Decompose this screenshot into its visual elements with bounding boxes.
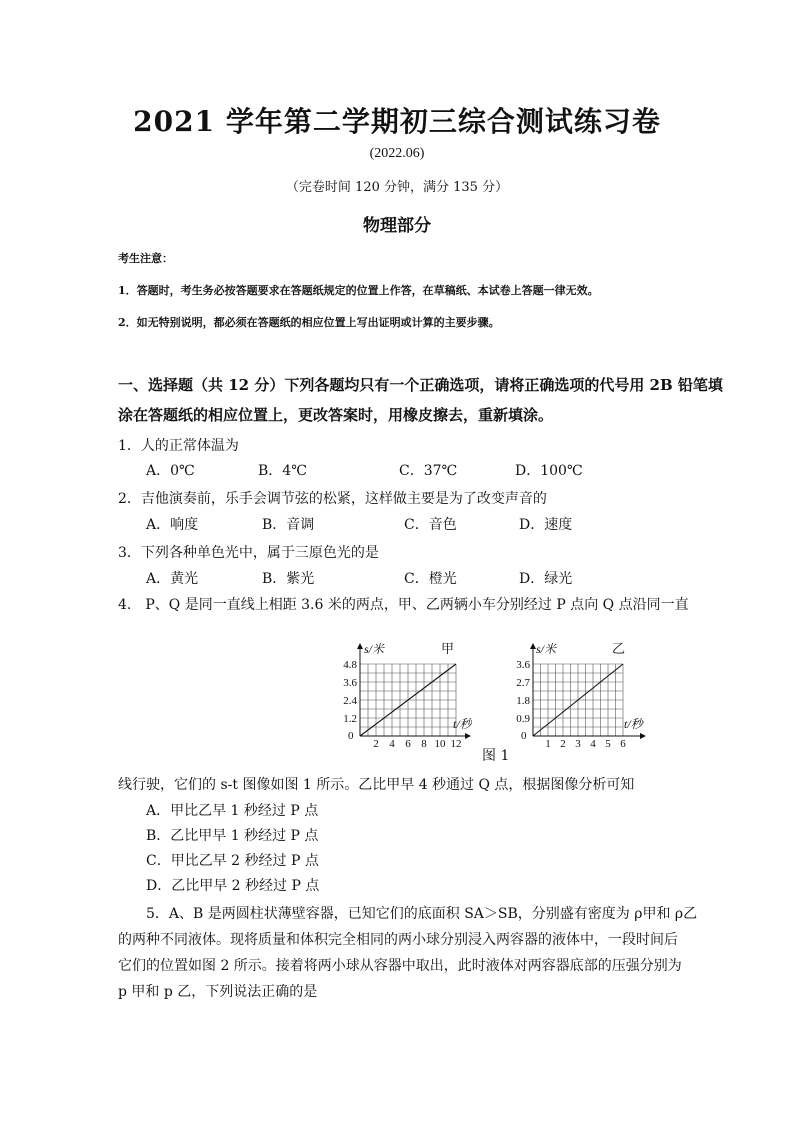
notes-title: 考生注意： xyxy=(118,252,173,265)
graph-yi-y-tick-label: 2.7 xyxy=(516,677,530,689)
question-5-line-1: 5．A、B 是两圆柱状薄壁容器，已知它们的底面积 SA＞SB，分别盛有密度为 ρ甲和 ρ乙 xyxy=(146,906,698,922)
note-item-2: 2．如无特别说明，都必须在答题纸的相应位置上写出证明或计算的主要步骤。 xyxy=(118,316,500,329)
q3-option-c: C．橙光 xyxy=(404,571,457,587)
graph-yi-title: 乙 xyxy=(612,641,626,656)
question-5-line-4: p 甲和 p 乙，下列说法正确的是 xyxy=(118,984,318,1000)
graph-yi-xlabel: t/秒 xyxy=(624,717,643,731)
graph-jia-x-tick-label: 6 xyxy=(405,738,411,748)
graph-yi-y-tick-label: 0.9 xyxy=(516,713,530,725)
graph-jia-ylabel: s/米 xyxy=(364,642,385,656)
figure-1-caption: 图 1 xyxy=(482,748,510,764)
graph-yi-origin: 0 xyxy=(521,730,527,742)
graph-jia-y-tick-label: 4.8 xyxy=(343,659,357,671)
graph-jia-y-tick-label: 2.4 xyxy=(343,695,357,707)
graph-jia-y-tick-label: 1.2 xyxy=(343,713,357,725)
graph-yi-y-tick-label: 1.8 xyxy=(516,695,530,707)
exam-date: (2022.06) xyxy=(369,146,425,161)
graph-yi-x-tick-label: 3 xyxy=(575,738,581,748)
q2-option-b: B．音调 xyxy=(262,517,315,533)
q3-option-a: A．黄光 xyxy=(146,571,199,587)
graph-yi-x-tick-label: 4 xyxy=(590,738,596,748)
graph-jia-x-tick-label: 8 xyxy=(421,738,427,748)
q3-option-d: D．绿光 xyxy=(519,571,573,587)
q1-option-a: A．0℃ xyxy=(146,463,195,479)
question-3-stem: 3．下列各种单色光中，属于三原色光的是 xyxy=(118,545,379,561)
graph-jia-x-tick-label: 4 xyxy=(389,738,395,748)
graph-jia-y-tick-label: 3.6 xyxy=(343,677,357,689)
section-instructions-line-2: 涂在答题纸的相应位置上，更改答案时，用橡皮擦去，重新填涂。 xyxy=(118,406,554,424)
graph-jia-xlabel: t/秒 xyxy=(453,717,472,731)
part-title: 物理部分 xyxy=(363,216,431,236)
question-1-stem: 1．人的正常体温为 xyxy=(118,438,239,454)
graph-yi-x-tick-label: 6 xyxy=(620,738,626,748)
exam-title: 2021 学年第二学期初三综合测试练习卷 xyxy=(133,105,661,138)
exam-time-info: （完卷时间 120 分钟，满分 135 分） xyxy=(285,180,509,195)
graph-jia-x-tick-label: 2 xyxy=(373,738,379,748)
q1-option-c: C．37℃ xyxy=(399,463,458,479)
graph-yi-x-tick-label: 2 xyxy=(560,738,566,748)
graph-jia-x-tick-label: 12 xyxy=(450,738,462,748)
graph-yi-ylabel: s/米 xyxy=(536,642,557,656)
graph-yi-y-tick-label: 3.6 xyxy=(516,659,530,671)
q4-option-a: A．甲比乙早 1 秒经过 P 点 xyxy=(146,803,319,819)
q4-option-d: D．乙比甲早 2 秒经过 P 点 xyxy=(146,878,320,894)
graph-yi-x-tick-label: 5 xyxy=(605,738,611,748)
q4-option-c: C．甲比乙早 2 秒经过 P 点 xyxy=(146,853,319,869)
question-5-line-2: 的两种不同液体。现将质量和体积完全相同的两小球分别浸入两容器的液体中，一段时间后 xyxy=(118,932,678,948)
question-4-line-1: 4. P、Q 是同一直线上相距 3.6 米的两点，甲、乙两辆小车分别经过 P 点向 Q 点沿同一直 xyxy=(118,597,689,613)
question-5-line-3: 它们的位置如图 2 所示。接着将两小球从容器中取出，此时液体对两容器底部的压强分别为 xyxy=(118,958,682,974)
note-item-1: 1．答题时，考生务必按答题要求在答题纸规定的位置上作答，在草稿纸、本试卷上答题一律无效。 xyxy=(118,284,599,297)
graph-jia-title: 甲 xyxy=(441,641,455,656)
graph-jia-x-tick-label: 10 xyxy=(434,738,446,748)
q4-option-b: B．乙比甲早 1 秒经过 P 点 xyxy=(146,828,319,844)
q2-option-a: A．响度 xyxy=(146,517,199,533)
graph-jia-origin: 0 xyxy=(348,730,354,742)
q2-option-c: C．音色 xyxy=(404,517,457,533)
q2-option-d: D．速度 xyxy=(519,517,573,533)
graph-jia xyxy=(322,636,472,748)
section-instructions-line-1: 一、选择题（共 12 分）下列各题均只有一个正确选项，请将正确选项的代号用 2B 铅笔填 xyxy=(118,376,723,394)
question-2-stem: 2．吉他演奏前，乐手会调节弦的松紧，这样做主要是为了改变声音的 xyxy=(118,491,547,507)
q1-option-d: D．100℃ xyxy=(515,463,583,479)
graph-yi-x-tick-label: 1 xyxy=(545,738,551,748)
q3-option-b: B．紫光 xyxy=(262,571,315,587)
q1-option-b: B．4℃ xyxy=(258,463,307,479)
graph-yi xyxy=(500,636,650,748)
question-4-line-2: 线行驶，它们的 s-t 图像如图 1 所示。乙比甲早 4 秒通过 Q 点，根据图像分析可知 xyxy=(118,777,635,793)
